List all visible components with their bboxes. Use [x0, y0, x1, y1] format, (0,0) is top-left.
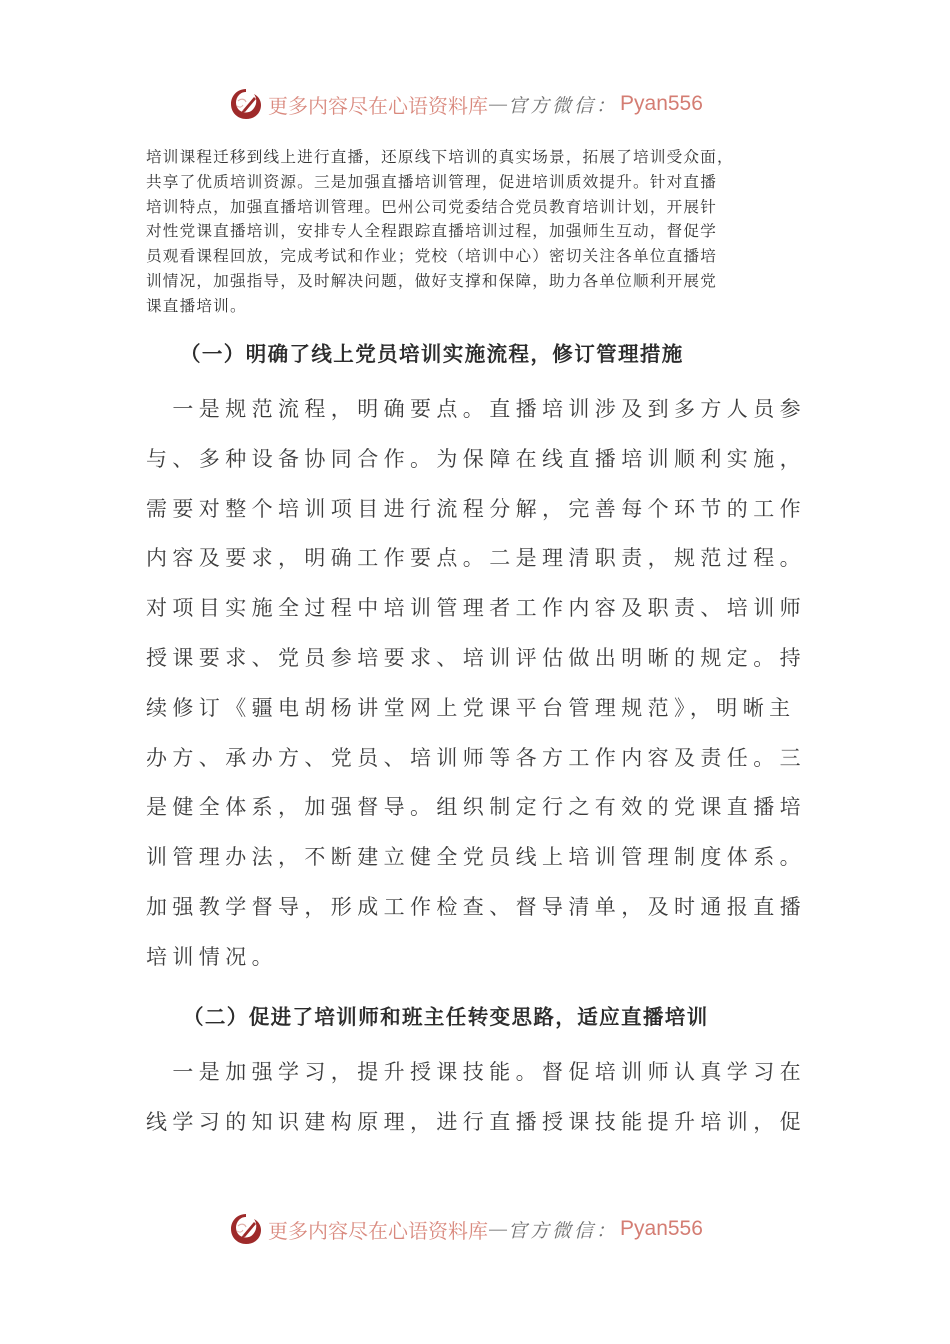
footer-watermark-banner — [228, 1209, 703, 1249]
intro-line: 课直播培训。 — [146, 296, 247, 315]
wechat-label: 官方微信： — [508, 94, 619, 117]
header-watermark-banner — [228, 84, 703, 124]
quill-pen-logo-icon — [228, 86, 264, 122]
body-line: 培训情况。 — [146, 944, 278, 969]
wechat-id: Pyan556 — [620, 92, 703, 115]
section-2-heading: （二）促进了培训师和班主任转变思路，适应直播培训 — [183, 1005, 709, 1029]
banner-dash: — — [488, 1217, 508, 1241]
body-line: 内容及要求，明确工作要点。二是理清职责，规范过程。 — [146, 546, 806, 571]
intro-line: 培训课程迁移到线上进行直播，还原线下培训的真实场景，拓展了培训受众面， — [146, 148, 734, 166]
section-2-body — [146, 1048, 806, 1148]
body-line: 加强教学督导，形成工作检查、督导清单，及时通报直播 — [146, 894, 806, 919]
wechat-label: 官方微信： — [508, 1219, 619, 1242]
site-name-text: 更多内容尽在心语资料库 — [268, 93, 488, 118]
body-line: 授课要求、党员参培要求、培训评估做出明晰的规定。持 — [146, 645, 806, 670]
body-line: 线学习的知识建构原理，进行直播授课技能提升培训，促 — [146, 1109, 806, 1134]
body-line: 对项目实施全过程中培训管理者工作内容及职责、培训师 — [146, 596, 806, 621]
body-line: 与、多种设备协同合作。为保障在线直播培训顺利实施， — [146, 446, 806, 471]
banner-dash: — — [488, 92, 508, 116]
intro-line: 对性党课直播培训，安排专人全程跟踪直播培训过程，加强师生互动，督促学 — [146, 222, 717, 241]
wechat-id: Pyan556 — [620, 1217, 703, 1240]
body-line: 是健全体系，加强督导。组织制定行之有效的党课直播培 — [146, 795, 806, 820]
intro-line: 员观看课程回放，完成考试和作业；党校（培训中心）密切关注各单位直播培 — [146, 247, 717, 266]
section-1-heading: （一）明确了线上党员培训实施流程，修订管理措施 — [180, 342, 684, 366]
body-line: 一是加强学习，提升授课技能。督促培训师认真学习在 — [146, 1060, 806, 1084]
intro-paragraph — [146, 145, 808, 319]
body-line: 一是规范流程，明确要点。直播培训涉及到多方人员参 — [146, 397, 806, 421]
intro-line: 共享了优质培训资源。三是加强直播培训管理，促进培训质效提升。针对直播 — [146, 172, 717, 191]
quill-pen-logo-icon — [228, 1211, 264, 1247]
body-line: 训管理办法，不断建立健全党员线上培训管理制度体系。 — [146, 845, 806, 870]
site-name-text: 更多内容尽在心语资料库 — [268, 1218, 488, 1243]
section-1-body — [146, 385, 806, 983]
body-line: 需要对整个培训项目进行流程分解，完善每个环节的工作 — [146, 496, 806, 521]
intro-line: 培训特点，加强直播培训管理。巴州公司党委结合党员教育培训计划，开展针 — [146, 197, 717, 216]
body-line: 办方、承办方、党员、培训师等各方工作内容及责任。三 — [146, 745, 806, 770]
body-line: 续修订《疆电胡杨讲堂网上党课平台管理规范》，明晰主 — [146, 695, 796, 720]
intro-line: 训情况，加强指导，及时解决问题，做好支撑和保障，助力各单位顺利开展党 — [146, 271, 717, 290]
